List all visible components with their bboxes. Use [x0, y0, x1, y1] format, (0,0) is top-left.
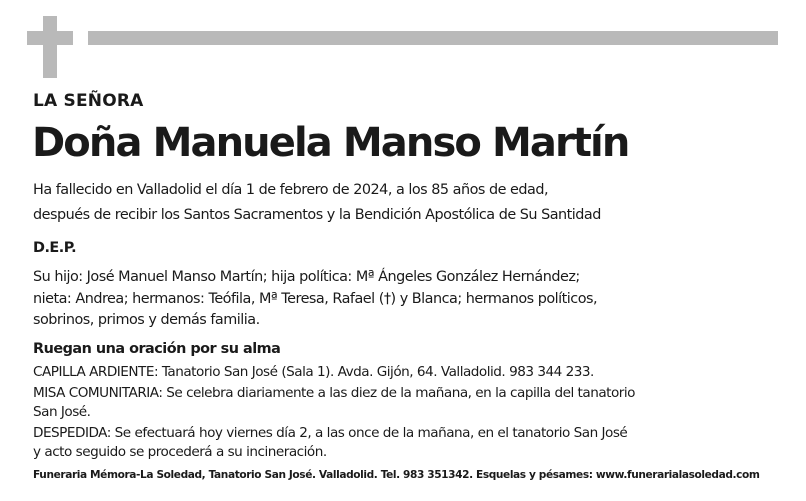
- detail-line: San José.: [33, 404, 91, 420]
- detail-line: CAPILLA ARDIENTE: Tanatorio San José (Sala 1). Avda. Gijón, 64. Valladolid. 983 344 233.: [33, 364, 594, 380]
- cross-horizontal-bar: [27, 31, 73, 45]
- detail-line: MISA COMUNITARIA: Se celebra diariamente a las diez de la mañana, en la capilla del tanatorio: [33, 385, 635, 401]
- intro-line: después de recibir los Santos Sacramentos y la Bendición Apostólica de Su Santidad: [33, 207, 601, 223]
- family-line: Su hijo: José Manuel Manso Martín; hija política: Mª Ángeles González Hernández;: [33, 269, 580, 285]
- family-line: sobrinos, primos y demás familia.: [33, 312, 260, 328]
- deceased-name: Doña Manuela Manso Martín: [32, 120, 629, 166]
- prayer-request: Ruegan una oración por su alma: [33, 341, 281, 357]
- intro-line: Ha fallecido en Valladolid el día 1 de febrero de 2024, a los 85 años de edad,: [33, 182, 549, 198]
- funeral-home-footer: Funeraria Mémora-La Soledad, Tanatorio San José. Valladolid. Tel. 983 351342. Esquelas y pésames: www.funerarialasoledad.com: [33, 469, 760, 481]
- family-line: nieta: Andrea; hermanos: Teófila, Mª Teresa, Rafael (†) y Blanca; hermanos políticos,: [33, 291, 598, 307]
- notice-heading: LA SEÑORA: [33, 91, 144, 111]
- cross-vertical-bar: [43, 16, 57, 78]
- dep-label: D.E.P.: [33, 240, 77, 256]
- detail-line: DESPEDIDA: Se efectuará hoy viernes día 2, a las once de la mañana, en el tanatorio San José: [33, 425, 628, 441]
- header-rule: [88, 31, 778, 45]
- detail-line: y acto seguido se procederá a su incineración.: [33, 444, 327, 460]
